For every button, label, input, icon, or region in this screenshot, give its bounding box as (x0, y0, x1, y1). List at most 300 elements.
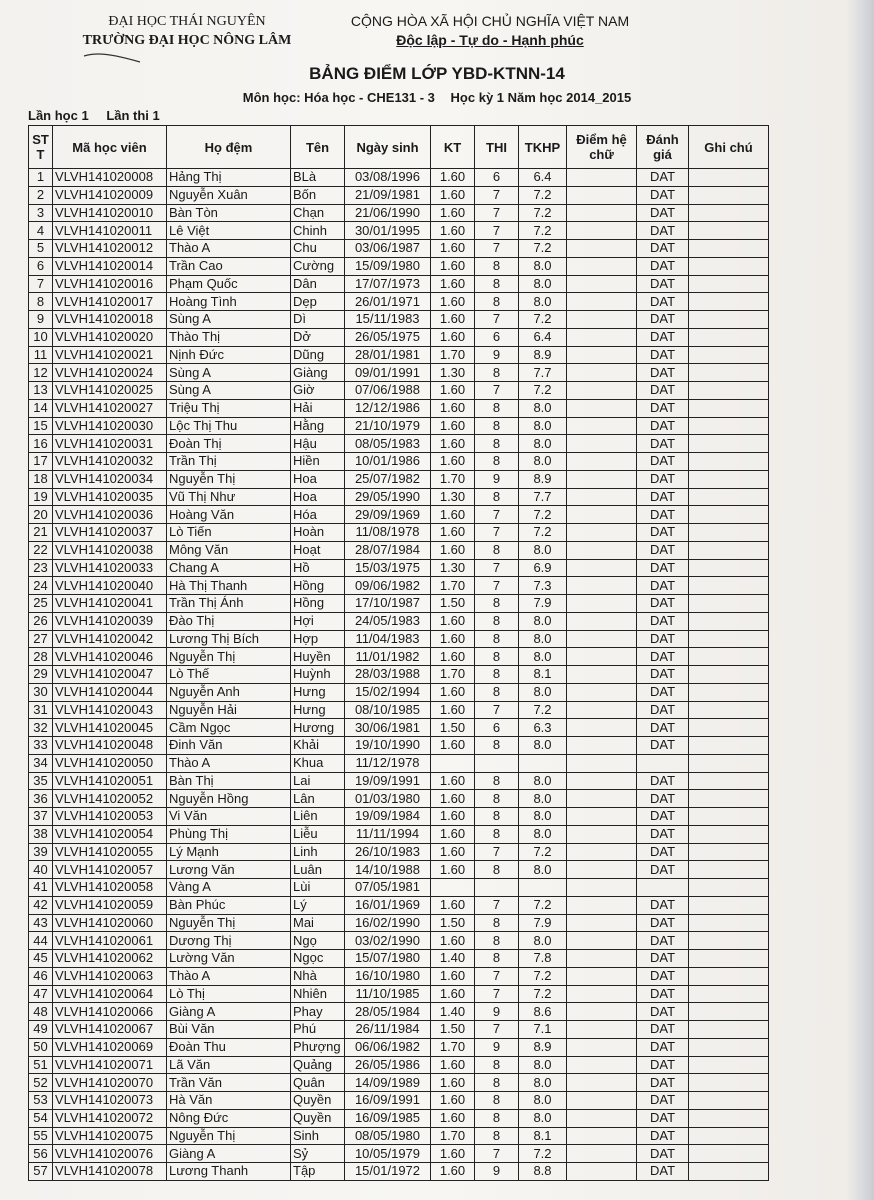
first-name-cell: Hoàn (291, 524, 345, 542)
exam-score-cell: 8 (475, 275, 519, 293)
exam-score-cell: 8 (475, 825, 519, 843)
notes-cell (689, 186, 769, 204)
first-name-cell: Phay (291, 1003, 345, 1021)
kt-score-cell: 1.60 (431, 169, 475, 187)
middle-name-cell: Đoàn Thu (167, 1038, 291, 1056)
first-name-cell: Quyền (291, 1092, 345, 1110)
kt-score-cell: 1.50 (431, 1021, 475, 1039)
letter-grade-cell (567, 417, 637, 435)
first-name-cell: Phượng (291, 1038, 345, 1056)
exam-score-cell: 8 (475, 417, 519, 435)
table-row (29, 950, 769, 968)
exam-score-cell: 9 (475, 1003, 519, 1021)
student-id-cell: VLVH141020037 (53, 524, 167, 542)
row-number-cell: 38 (29, 825, 53, 843)
evaluation-cell: DAT (637, 364, 689, 382)
evaluation-cell: DAT (637, 1056, 689, 1074)
first-name-cell: Ngọ (291, 932, 345, 950)
evaluation-cell: DAT (637, 666, 689, 684)
table-row (29, 595, 769, 613)
exam-score-cell: 8 (475, 790, 519, 808)
birth-date-cell: 19/09/1984 (345, 808, 431, 826)
final-score-cell: 7.8 (519, 950, 567, 968)
notes-cell (689, 772, 769, 790)
letter-grade-cell (567, 222, 637, 240)
final-score-cell: 7.2 (519, 843, 567, 861)
student-id-cell: VLVH141020073 (53, 1092, 167, 1110)
col-header-middle-name: Họ đệm (167, 126, 291, 169)
evaluation-cell: DAT (637, 985, 689, 1003)
row-number-cell: 4 (29, 222, 53, 240)
middle-name-cell: Thào A (167, 754, 291, 772)
kt-score-cell: 1.60 (431, 1163, 475, 1181)
evaluation-cell: DAT (637, 222, 689, 240)
letter-grade-cell (567, 275, 637, 293)
first-name-cell: Lân (291, 790, 345, 808)
table-row (29, 275, 769, 293)
student-id-cell: VLVH141020031 (53, 435, 167, 453)
exam-score-cell: 8 (475, 595, 519, 613)
row-number-cell: 24 (29, 577, 53, 595)
final-score-cell: 8.1 (519, 1127, 567, 1145)
birth-date-cell: 06/06/1982 (345, 1038, 431, 1056)
middle-name-cell: Đinh Văn (167, 737, 291, 755)
student-id-cell: VLVH141020034 (53, 470, 167, 488)
kt-score-cell: 1.60 (431, 737, 475, 755)
student-id-cell: VLVH141020047 (53, 666, 167, 684)
notes-cell (689, 1127, 769, 1145)
student-id-cell: VLVH141020041 (53, 595, 167, 613)
middle-name-cell: Cầm Ngọc (167, 719, 291, 737)
row-number-cell: 12 (29, 364, 53, 382)
table-row (29, 364, 769, 382)
row-number-cell: 36 (29, 790, 53, 808)
final-score-cell: 8.1 (519, 666, 567, 684)
table-row (29, 825, 769, 843)
notes-cell (689, 169, 769, 187)
row-number-cell: 1 (29, 169, 53, 187)
middle-name-cell: Triệu Thị (167, 399, 291, 417)
first-name-cell: Chạn (291, 204, 345, 222)
table-row (29, 204, 769, 222)
notes-cell (689, 1003, 769, 1021)
middle-name-cell: Chang A (167, 559, 291, 577)
letter-grade-cell (567, 240, 637, 258)
final-score-cell: 8.0 (519, 630, 567, 648)
final-score-cell: 8.9 (519, 470, 567, 488)
evaluation-cell: DAT (637, 701, 689, 719)
letter-grade-cell (567, 985, 637, 1003)
first-name-cell: Huỳnh (291, 666, 345, 684)
evaluation-cell: DAT (637, 808, 689, 826)
row-number-cell: 56 (29, 1145, 53, 1163)
table-row (29, 1127, 769, 1145)
letter-grade-cell (567, 328, 637, 346)
table-row (29, 1021, 769, 1039)
table-row (29, 1056, 769, 1074)
student-id-cell: VLVH141020018 (53, 311, 167, 329)
kt-score-cell: 1.60 (431, 186, 475, 204)
birth-date-cell: 09/01/1991 (345, 364, 431, 382)
final-score-cell: 8.0 (519, 1056, 567, 1074)
table-row (29, 524, 769, 542)
birth-date-cell: 16/10/1980 (345, 967, 431, 985)
row-number-cell: 37 (29, 808, 53, 826)
row-number-cell: 33 (29, 737, 53, 755)
table-row (29, 772, 769, 790)
header-institution (62, 12, 312, 50)
exam-score-cell: 8 (475, 932, 519, 950)
final-score-cell: 8.0 (519, 435, 567, 453)
middle-name-cell: Giàng A (167, 1003, 291, 1021)
first-name-cell: Hợp (291, 630, 345, 648)
notes-cell (689, 985, 769, 1003)
table-row (29, 541, 769, 559)
table-row (29, 879, 769, 897)
table-row (29, 382, 769, 400)
row-number-cell: 53 (29, 1092, 53, 1110)
notes-cell (689, 417, 769, 435)
middle-name-cell: Giàng A (167, 1145, 291, 1163)
exam-score-cell: 7 (475, 240, 519, 258)
notes-cell (689, 896, 769, 914)
birth-date-cell: 16/02/1990 (345, 914, 431, 932)
birth-date-cell: 26/10/1983 (345, 843, 431, 861)
exam-score-cell: 8 (475, 808, 519, 826)
student-id-cell: VLVH141020017 (53, 293, 167, 311)
first-name-cell: Liên (291, 808, 345, 826)
final-score-cell: 8.0 (519, 612, 567, 630)
student-id-cell: VLVH141020075 (53, 1127, 167, 1145)
middle-name-cell: Lương Thị Bích (167, 630, 291, 648)
exam-score-cell: 7 (475, 382, 519, 400)
letter-grade-cell (567, 1145, 637, 1163)
table-row (29, 559, 769, 577)
letter-grade-cell (567, 737, 637, 755)
attempt-info (28, 108, 174, 123)
middle-name-cell: Lường Văn (167, 950, 291, 968)
student-id-cell: VLVH141020058 (53, 879, 167, 897)
final-score-cell: 7.2 (519, 701, 567, 719)
middle-name-cell: Nông Đức (167, 1109, 291, 1127)
middle-name-cell: Lương Văn (167, 861, 291, 879)
exam-attempt: Lần thi 1 (106, 108, 160, 123)
kt-score-cell: 1.60 (431, 222, 475, 240)
first-name-cell: Chinh (291, 222, 345, 240)
birth-date-cell: 15/07/1980 (345, 950, 431, 968)
row-number-cell: 34 (29, 754, 53, 772)
student-id-cell: VLVH141020032 (53, 453, 167, 471)
evaluation-cell (637, 754, 689, 772)
final-score-cell: 8.0 (519, 453, 567, 471)
table-row (29, 1163, 769, 1181)
first-name-cell: Quyền (291, 1109, 345, 1127)
first-name-cell: Phú (291, 1021, 345, 1039)
table-row (29, 648, 769, 666)
evaluation-cell: DAT (637, 648, 689, 666)
letter-grade-cell (567, 914, 637, 932)
table-header-row (29, 126, 769, 169)
student-id-cell: VLVH141020072 (53, 1109, 167, 1127)
table-row (29, 843, 769, 861)
evaluation-cell: DAT (637, 1145, 689, 1163)
notes-cell (689, 825, 769, 843)
kt-score-cell: 1.60 (431, 506, 475, 524)
student-id-cell: VLVH141020046 (53, 648, 167, 666)
birth-date-cell: 10/05/1979 (345, 1145, 431, 1163)
exam-score-cell: 7 (475, 524, 519, 542)
kt-score-cell: 1.60 (431, 967, 475, 985)
notes-cell (689, 666, 769, 684)
birth-date-cell: 01/03/1980 (345, 790, 431, 808)
row-number-cell: 50 (29, 1038, 53, 1056)
evaluation-cell: DAT (637, 737, 689, 755)
notes-cell (689, 364, 769, 382)
student-id-cell: VLVH141020051 (53, 772, 167, 790)
evaluation-cell: DAT (637, 683, 689, 701)
student-id-cell: VLVH141020066 (53, 1003, 167, 1021)
exam-score-cell: 8 (475, 1127, 519, 1145)
birth-date-cell: 07/05/1981 (345, 879, 431, 897)
kt-score-cell: 1.60 (431, 630, 475, 648)
row-number-cell: 48 (29, 1003, 53, 1021)
first-name-cell: Dì (291, 311, 345, 329)
final-score-cell: 8.0 (519, 293, 567, 311)
row-number-cell: 55 (29, 1127, 53, 1145)
table-row (29, 737, 769, 755)
notes-cell (689, 630, 769, 648)
birth-date-cell: 21/10/1979 (345, 417, 431, 435)
kt-score-cell: 1.60 (431, 825, 475, 843)
evaluation-cell: DAT (637, 169, 689, 187)
exam-score-cell: 8 (475, 488, 519, 506)
table-row (29, 186, 769, 204)
row-number-cell: 51 (29, 1056, 53, 1074)
first-name-cell: Lùi (291, 879, 345, 897)
notes-cell (689, 950, 769, 968)
student-id-cell: VLVH141020071 (53, 1056, 167, 1074)
nation-name: CỘNG HÒA XÃ HỘI CHỦ NGHĨA VIỆT NAM (350, 13, 630, 29)
evaluation-cell: DAT (637, 1127, 689, 1145)
student-id-cell: VLVH141020044 (53, 683, 167, 701)
letter-grade-cell (567, 843, 637, 861)
exam-score-cell: 8 (475, 950, 519, 968)
birth-date-cell: 11/08/1978 (345, 524, 431, 542)
middle-name-cell: Bàn Tòn (167, 204, 291, 222)
letter-grade-cell (567, 257, 637, 275)
evaluation-cell: DAT (637, 204, 689, 222)
final-score-cell: 8.0 (519, 1074, 567, 1092)
notes-cell (689, 612, 769, 630)
exam-score-cell: 7 (475, 311, 519, 329)
student-id-cell: VLVH141020055 (53, 843, 167, 861)
final-score-cell: 8.0 (519, 808, 567, 826)
student-id-cell: VLVH141020035 (53, 488, 167, 506)
notes-cell (689, 257, 769, 275)
birth-date-cell: 03/02/1990 (345, 932, 431, 950)
first-name-cell: Sỷ (291, 1145, 345, 1163)
student-id-cell: VLVH141020078 (53, 1163, 167, 1181)
notes-cell (689, 240, 769, 258)
kt-score-cell: 1.40 (431, 950, 475, 968)
row-number-cell: 32 (29, 719, 53, 737)
notes-cell (689, 470, 769, 488)
birth-date-cell: 10/01/1986 (345, 453, 431, 471)
letter-grade-cell (567, 772, 637, 790)
evaluation-cell: DAT (637, 524, 689, 542)
birth-date-cell: 29/09/1969 (345, 506, 431, 524)
birth-date-cell: 28/05/1984 (345, 1003, 431, 1021)
first-name-cell: Hồ (291, 559, 345, 577)
middle-name-cell: Vũ Thị Như (167, 488, 291, 506)
student-id-cell: VLVH141020059 (53, 896, 167, 914)
first-name-cell: Dở (291, 328, 345, 346)
notes-cell (689, 719, 769, 737)
birth-date-cell: 24/05/1983 (345, 612, 431, 630)
col-header-first-name: Tên (291, 126, 345, 169)
letter-grade-cell (567, 967, 637, 985)
evaluation-cell: DAT (637, 435, 689, 453)
table-row (29, 399, 769, 417)
table-row (29, 328, 769, 346)
first-name-cell: Dân (291, 275, 345, 293)
kt-score-cell: 1.60 (431, 204, 475, 222)
table-row (29, 293, 769, 311)
student-id-cell: VLVH141020062 (53, 950, 167, 968)
notes-cell (689, 346, 769, 364)
birth-date-cell: 07/06/1988 (345, 382, 431, 400)
student-id-cell: VLVH141020061 (53, 932, 167, 950)
first-name-cell: Chu (291, 240, 345, 258)
kt-score-cell: 1.60 (431, 612, 475, 630)
first-name-cell: Liễu (291, 825, 345, 843)
first-name-cell: Quảng (291, 1056, 345, 1074)
exam-score-cell: 6 (475, 328, 519, 346)
letter-grade-cell (567, 648, 637, 666)
student-id-cell: VLVH141020025 (53, 382, 167, 400)
letter-grade-cell (567, 453, 637, 471)
middle-name-cell: Nịnh Đức (167, 346, 291, 364)
table-row (29, 1003, 769, 1021)
first-name-cell: Giờ (291, 382, 345, 400)
letter-grade-cell (567, 595, 637, 613)
col-header-notes: Ghi chú (689, 126, 769, 169)
evaluation-cell: DAT (637, 506, 689, 524)
grades-table-body (29, 169, 769, 1181)
first-name-cell: Quân (291, 1074, 345, 1092)
first-name-cell: Tập (291, 1163, 345, 1181)
evaluation-cell: DAT (637, 488, 689, 506)
exam-score-cell: 8 (475, 772, 519, 790)
middle-name-cell: Nguyễn Thị (167, 914, 291, 932)
birth-date-cell: 19/09/1991 (345, 772, 431, 790)
middle-name-cell: Mông Văn (167, 541, 291, 559)
table-row (29, 719, 769, 737)
kt-score-cell: 1.60 (431, 772, 475, 790)
first-name-cell: Giàng (291, 364, 345, 382)
row-number-cell: 43 (29, 914, 53, 932)
final-score-cell: 7.2 (519, 506, 567, 524)
exam-score-cell: 8 (475, 541, 519, 559)
letter-grade-cell (567, 186, 637, 204)
letter-grade-cell (567, 1056, 637, 1074)
birth-date-cell: 12/12/1986 (345, 399, 431, 417)
middle-name-cell: Lý Mạnh (167, 843, 291, 861)
kt-score-cell: 1.60 (431, 524, 475, 542)
evaluation-cell: DAT (637, 914, 689, 932)
final-score-cell: 8.0 (519, 541, 567, 559)
letter-grade-cell (567, 470, 637, 488)
exam-score-cell: 7 (475, 506, 519, 524)
evaluation-cell: DAT (637, 328, 689, 346)
final-score-cell: 8.0 (519, 275, 567, 293)
kt-score-cell: 1.60 (431, 932, 475, 950)
exam-score-cell: 8 (475, 1074, 519, 1092)
exam-score-cell: 7 (475, 1021, 519, 1039)
final-score-cell: 7.7 (519, 488, 567, 506)
letter-grade-cell (567, 754, 637, 772)
birth-date-cell: 17/10/1987 (345, 595, 431, 613)
student-id-cell: VLVH141020064 (53, 985, 167, 1003)
middle-name-cell: Nguyễn Thị (167, 648, 291, 666)
notes-cell (689, 1163, 769, 1181)
middle-name-cell: Lã Văn (167, 1056, 291, 1074)
row-number-cell: 18 (29, 470, 53, 488)
evaluation-cell: DAT (637, 825, 689, 843)
evaluation-cell: DAT (637, 950, 689, 968)
middle-name-cell: Dương Thị (167, 932, 291, 950)
letter-grade-cell (567, 825, 637, 843)
letter-grade-cell (567, 612, 637, 630)
row-number-cell: 47 (29, 985, 53, 1003)
table-row (29, 257, 769, 275)
birth-date-cell: 15/11/1983 (345, 311, 431, 329)
evaluation-cell: DAT (637, 790, 689, 808)
letter-grade-cell (567, 666, 637, 684)
exam-score-cell: 8 (475, 293, 519, 311)
table-row (29, 169, 769, 187)
birth-date-cell: 21/06/1990 (345, 204, 431, 222)
final-score-cell: 7.3 (519, 577, 567, 595)
first-name-cell: Hoa (291, 470, 345, 488)
final-score-cell: 7.2 (519, 186, 567, 204)
evaluation-cell: DAT (637, 559, 689, 577)
first-name-cell: Dũng (291, 346, 345, 364)
birth-date-cell: 11/10/1985 (345, 985, 431, 1003)
final-score-cell: 8.0 (519, 932, 567, 950)
middle-name-cell: Vàng A (167, 879, 291, 897)
notes-cell (689, 648, 769, 666)
exam-score-cell: 8 (475, 861, 519, 879)
first-name-cell: Hải (291, 399, 345, 417)
term-info: Học kỳ 1 Năm học 2014_2015 (450, 90, 632, 105)
evaluation-cell: DAT (637, 1021, 689, 1039)
notes-cell (689, 595, 769, 613)
evaluation-cell: DAT (637, 417, 689, 435)
row-number-cell: 13 (29, 382, 53, 400)
student-id-cell: VLVH141020014 (53, 257, 167, 275)
evaluation-cell: DAT (637, 896, 689, 914)
notes-cell (689, 1109, 769, 1127)
evaluation-cell: DAT (637, 453, 689, 471)
kt-score-cell: 1.60 (431, 541, 475, 559)
final-score-cell: 7.2 (519, 524, 567, 542)
student-id-cell: VLVH141020067 (53, 1021, 167, 1039)
final-score-cell: 8.0 (519, 737, 567, 755)
birth-date-cell: 11/11/1994 (345, 825, 431, 843)
first-name-cell: Khua (291, 754, 345, 772)
exam-score-cell: 8 (475, 1092, 519, 1110)
